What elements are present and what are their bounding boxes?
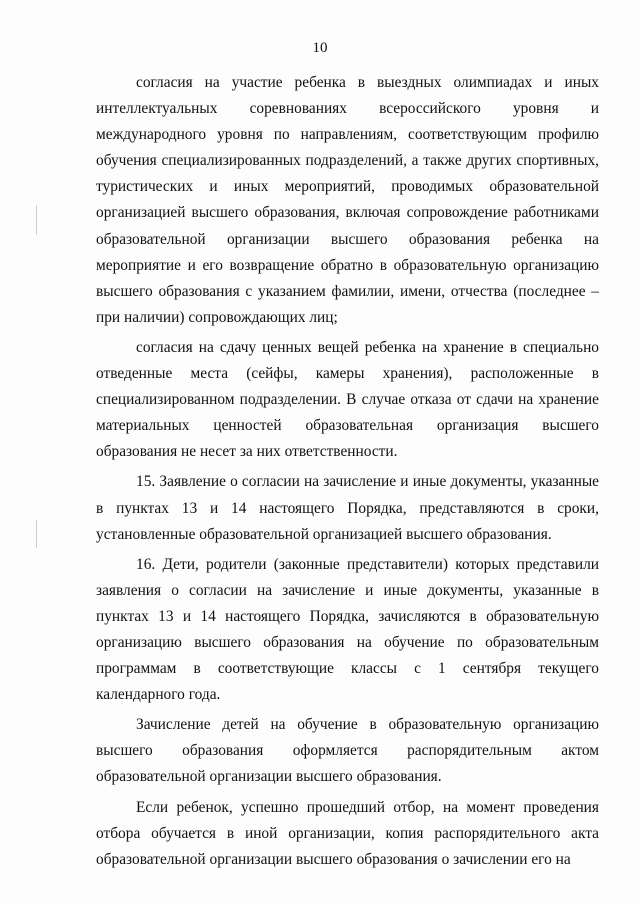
paragraph: Если ребенок, успешно прошедший отбор, на момент проведения отбора обучается в иной организации, копия распорядительного акта образовательной организации высшего образования о зачислении его на (96, 798, 599, 868)
document-body (96, 70, 599, 873)
scan-edge-mark (36, 205, 37, 235)
paragraph: 15. Заявление о согласии на зачисление и иные документы, указанные в пунктах 13 и 14 настоящего Порядка, представляются в сроки, установленные образовательной организацией высшего образования. (96, 473, 599, 543)
scan-edge-mark (36, 520, 37, 548)
page-number: 10 (312, 40, 328, 56)
paragraph: согласия на сдачу ценных вещей ребенка на хранение в специально отведенные места (сейфы, камеры хранения), расположенные в специализированном подразделении. В случае отказа от сдачи на хранение материальных ценностей образовательная организация высшего образования не несет за них ответственности. (96, 338, 599, 461)
paragraph: 16. Дети, родители (законные представители) которых представили заявления о согласии на зачисление и иные документы, указанные в пунктах 13 и 14 настоящего Порядка, зачисляются в образовательную организацию высшего образования на обучение по образовательным программам в соответствующие классы с 1 сентября текущего календарного года. (96, 555, 599, 704)
paragraph: согласия на участие ребенка в выездных олимпиадах и иных интеллектуальных соревнованиях всероссийского уровня и международного уровня по направлениям, соответствующим профилю обучения специализированных подразделений, а также других спортивных, туристических и иных мероприятий, проводимых образовательной организацией высшего образования, включая сопровождение работниками образовательной организации высшего образования ребенка на мероприятие и его возвращение обратно в образовательную организацию высшего образования с указанием фамилии, имени, отчества (последнее – при наличии) сопровождающих лиц; (96, 74, 599, 326)
paragraph: Зачисление детей на обучение в образовательную организацию высшего образования оформляется распорядительным актом образовательной организации высшего образования. (96, 716, 599, 786)
